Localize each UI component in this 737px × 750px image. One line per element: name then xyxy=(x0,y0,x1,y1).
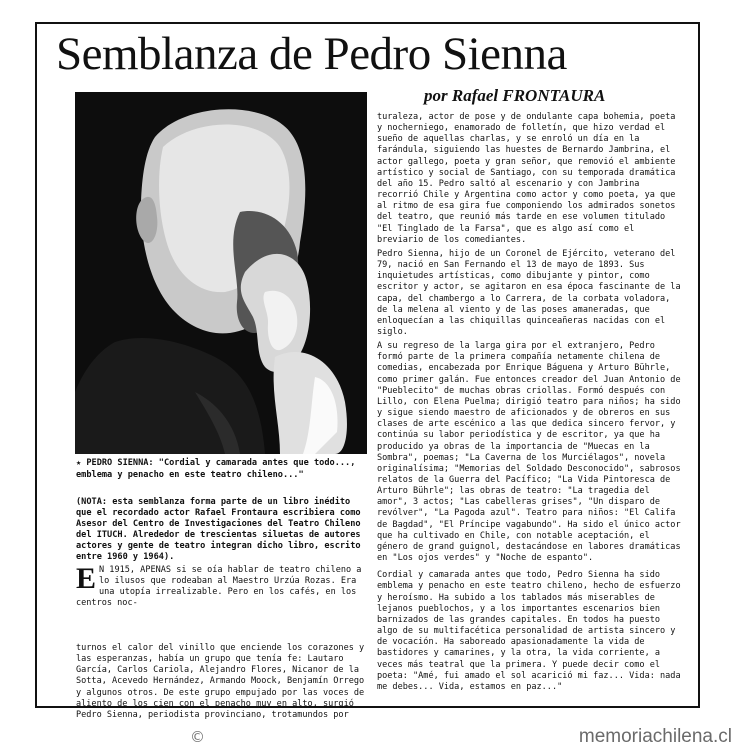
article-byline: por Rafael FRONTAURA xyxy=(424,86,606,105)
paragraph-opening: N 1915, APENAS si se oía hablar de teatro chileno a lo ilusos que rodeaban al Maestro Urzúa Rozas. Era una utopía irrealizable. Pero en los cafés, en los centros noc- xyxy=(76,565,362,609)
portrait-illustration xyxy=(75,92,367,454)
copyright-icon: © xyxy=(190,728,205,746)
portrait-photo xyxy=(75,92,367,454)
editor-note: (NOTA: esta semblanza forma parte de un libro inédito que el recordado actor Rafael Frontaura escribiera como Asesor del Centro de Investigaciones del Teatro Chileno del ITUCH. Alrededor de trescientas siluetas de autores actores y gente de teatro integran dicho libro, escrito entre 1960 y 1964). xyxy=(76,497,361,563)
paragraph-bohemian: turaleza, actor de pose y de ondulante capa bohemia, poeta y nocherniego, enamorado de folletín, que hizo verdad el sueño de aquellas charlas, y se enroló un día en la farándula, siguiendo las huestes de Bernardo Jambrina, el actor gallego, poeta y gran señor, que removió el ambiente artístico y social de Santiago, con su temporada dramática del año 15. Pedro saltó al escenario y con Jambrina recorrió Chile y Argentina como actor y como poeta, ya que al ritmo de esa gira fue componiendo los admirados sonetos del teatro, que reunió más tarde en ese volumen titulado "El Tinglado de la Farsa", que es algo así como el breviario de los comediantes. xyxy=(377,112,676,245)
paragraph-group: turnos el calor del vinillo que enciende los corazones y las esperanzas, había un grupo que tenía fe: Lautaro García, Carlos Cariola, Alejandro Flores, Nicanor de la Sotta, Acevedo Hernández, Armando Moock, Benjamín Orrego y algunos otros. De este grupo empujado por las voces de aliento de los cien con el penacho muy en alto, surgió Pedro Sienna, periodista provinciano, trotamundos por xyxy=(76,643,365,720)
article-title: Semblanza de Pedro Sienna xyxy=(56,28,567,80)
drop-cap: E xyxy=(76,562,97,595)
paragraph-birth: Pedro Sienna, hijo de un Coronel de Ejército, veterano del 79, nació en San Fernando el 13 de mayo de 1893. Sus inquietudes artísticas, como dibujante y pintor, como escritor y actor, se agitaron en esa época fascinante de la capa, del chambergo a lo Carrera, de la corbata voladora, de la melena al viento y de las poses amaneradas, que enloquecían a las chiquillas quinceañeras nacidas con el siglo. xyxy=(377,248,681,337)
left-column-continuation xyxy=(76,643,368,732)
left-column-start xyxy=(76,562,368,610)
site-watermark[interactable]: memoriachilena.cl xyxy=(578,726,732,747)
paragraph-closing: Cordial y camarada antes que todo, Pedro Sienna ha sido emblema y penacho en este teatro chileno, hecho de esfuerzo y heroísmo. Ha subido a los tablados más miserables de lejanos pueblochos, y a los importantes escenarios bien barnizados de las grandes capitales. En todos ha puesto algo de su multifacética personalidad de artista sincero y de vocación. Ha saboreado apasionadamente la vida de bastidores y camarines, y la otra, la vida corriente, a veces más teatral que la primera. Y puede decir como el poeta: "Amé, fui amado el sol acarició mi faz... Vida: nada me debes... Vida, estamos en paz..." xyxy=(377,570,681,692)
paragraph-career: A su regreso de la larga gira por el extranjero, Pedro formó parte de la primera compañía netamente chilena de comedias, encabezada por Enrique Báguena y Arturo Bührle, como primer galán. Fue entonces creador del Juan Antonio de "Pueblecito" de muchas obras criollas. Formó después con Lillo, con Elena Puelma; dirigió teatro para niños; ha sido y sigue siendo maestro de aficionados y de obreros en sus clases de arte escénico a las que dedica sincero fervor, y continúa su labor periodística y de escritor, ya que ha producido ya obras de la importancia de "Muecas en la Sombra", poemas; "La Caverna de los Murciélagos", novela originalísima; "Memorias del Soldado Desconocido", sabrosos relatos de la Guerra del Pacífico; "La Vida Pintoresca de Arturo Bührle"; las obras de teatro: "La tragedia del amor", 3 actos; "Las cabelleras grises", "Un disparo de revólver", "La Pagoda azul". Teatro para niños: "El Califa de Bagdad", "El Príncipe vagabundo". Ha sido el único actor que ha cultivado en Chile, con notable aceptación, el género de grand guignol, destacándose en labores dramáticas en "Los ojos verdes" y "Noche de espanto". xyxy=(377,341,681,564)
right-column xyxy=(377,112,683,693)
photo-caption: ★ PEDRO SIENNA: "Cordial y camarada antes que todo..., emblema y penacho en este teatro chileno..." xyxy=(76,458,356,480)
